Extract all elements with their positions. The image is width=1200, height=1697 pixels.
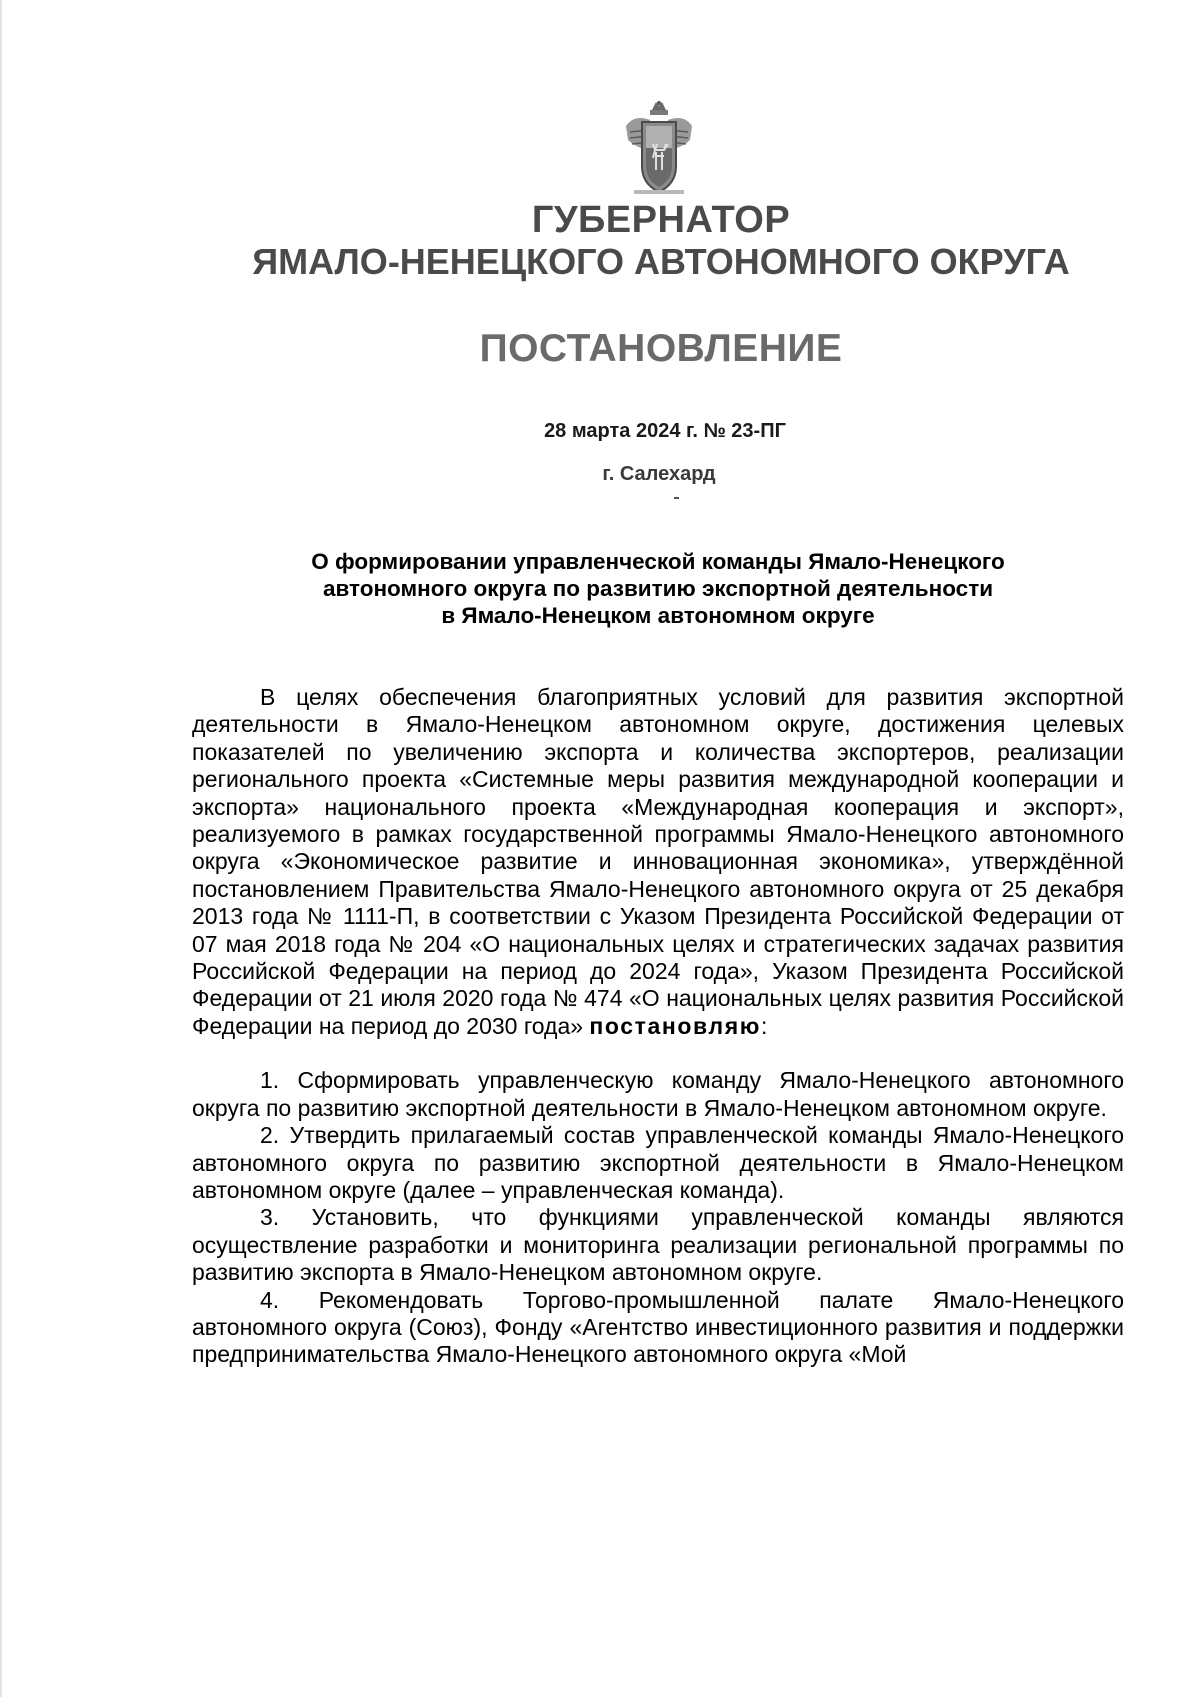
clause-text: Установить, что функциями управленческой команды являются осуществление разработки и мониторинга реализации региональной программы по развитию экспорта в Ямало-Ненецком автономном округе. — [192, 1204, 1125, 1286]
subject-line: автономного округа по развитию экспортной деятельности — [322, 576, 994, 601]
issuer-region: ЯМАЛО-НЕНЕЦКОГО АВТОНОМНОГО ОКРУГА — [252, 241, 1070, 282]
subject-line: в Ямало-Ненецком автономном округе — [441, 603, 875, 628]
clause-text: Рекомендовать Торгово-промышленной палате Ямало-Ненецкого автономного округа (Союз), Фонду «Агентство инвестиционного развития и поддержки предпринимательства Ямало-Ненецкого автономного округа «Мой — [192, 1286, 1124, 1368]
document-type: ПОСТАНОВЛЕНИЕ — [479, 327, 843, 370]
coat-of-arms-icon — [620, 100, 698, 198]
issuer-title: ГУБЕРНАТОР — [531, 199, 791, 241]
subject-line: О формировании управленческой команды Ямало-Ненецкого — [311, 549, 1005, 574]
preamble-paragraph — [192, 684, 1124, 1040]
clause-paragraph — [192, 1122, 1124, 1204]
operative-word: постановляю — [589, 1012, 761, 1039]
preamble-suffix: : — [760, 1012, 768, 1039]
document-body — [192, 684, 1124, 1369]
clause-paragraph — [192, 1287, 1124, 1369]
clause-paragraph — [192, 1204, 1124, 1286]
document-date-number: 28 марта 2024 г. № 23-ПГ — [544, 420, 786, 442]
clause-paragraph — [192, 1067, 1124, 1122]
clause-number: 3. — [260, 1204, 280, 1231]
clause-number: 4. — [260, 1286, 280, 1313]
document-subject — [190, 548, 1126, 629]
clause-number: 2. — [260, 1122, 280, 1149]
clause-text: Утвердить прилагаемый состав управленческой команды Ямало-Ненецкого автономного округа по развитию экспортной деятельности в Ямало-Ненецком автономном округе (далее – управленческая команда). — [192, 1122, 1124, 1203]
document-city: г. Салехард — [602, 463, 716, 485]
clause-text: Сформировать управленческую команду Ямало-Ненецкого автономного округа по развитию экспортной деятельности в Ямало-Ненецком автономном округе. — [192, 1067, 1124, 1121]
divider — [674, 497, 679, 499]
clause-number: 1. — [260, 1067, 280, 1094]
preamble-text: В целях обеспечения благоприятных условий для развития экспортной деятельности в Ямало-Ненецком автономном округе, достижения целевых показателей по увеличению экспорта и количества экспортеров, реализации регионального проекта «Системные меры развития международной кооперации и экспорта» национального проекта «Международная кооперация и экспорт», реализуемого в рамках государственной программы Ямало-Ненецкого автономного округа «Экономическое развитие и инновационная экономика», утверждённой постановлением Правительства Ямало-Ненецкого автономного округа от 25 декабря 2013 года № 1111-П, в соответствии с Указом Президента Российской Федерации от 07 мая 2018 года № 204 «О национальных целях и стратегических задачах развития Российской Федерации на период до 2024 года», Указом Президента Российской Федерации от 21 июля 2020 года № 474 «О национальных целях развития Российской Федерации на период до 2030 года» — [192, 684, 1124, 1039]
